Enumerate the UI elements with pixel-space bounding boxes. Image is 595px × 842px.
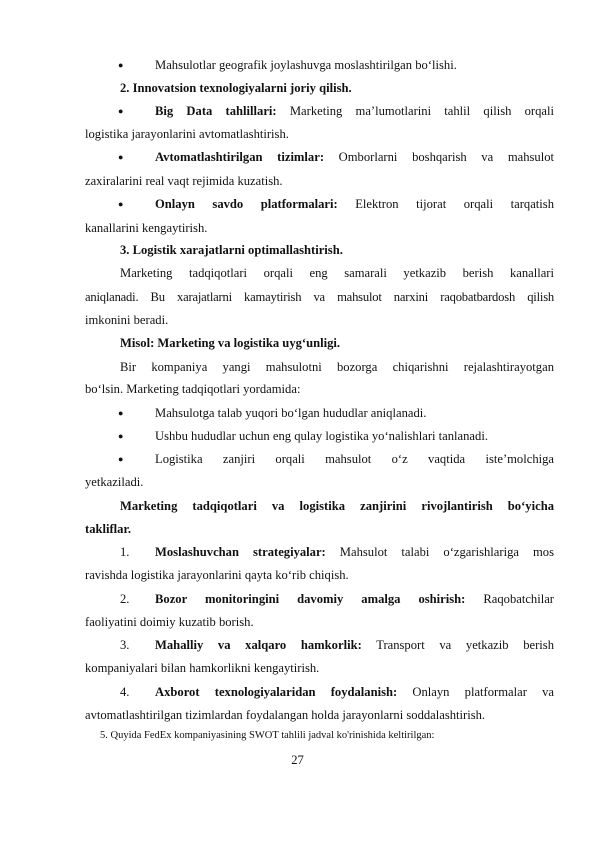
bullet-item: Big Data tahlillari: Marketing ma’lumotlarini tahlil qilish orqali	[155, 104, 554, 118]
bullet-item: Mahsulotlar geografik joylashuvga moslashtirilgan bo‘lishi.	[155, 58, 457, 72]
bullet-item: Ushbu hududlar uchun eng qulay logistika yo‘nalishlari tanlanadi.	[155, 429, 488, 443]
numbered-continuation: faoliyatini doimiy kuzatib borish.	[85, 615, 254, 629]
bullet-icon: ●	[118, 106, 124, 116]
list-number: 1.	[120, 545, 130, 559]
bullet-item: Mahsulotga talab yuqori bo‘lgan hududlar aniqlanadi.	[155, 406, 427, 420]
bullet-item: Avtomatlashtirilgan tizimlar: Omborlarni boshqarish va mahsulot	[155, 150, 554, 164]
list-number: 3.	[120, 638, 130, 652]
bullet-continuation: zaxiralarini real vaqt rejimida kuzatish.	[85, 174, 283, 188]
example-heading: Misol: Marketing va logistika uyg‘unligi.	[120, 336, 341, 350]
paragraph-line: imkonini beradi.	[85, 313, 169, 327]
bullet-icon: ●	[118, 408, 124, 418]
section-heading: 2. Innovatsion texnologiyalarni joriy qilish.	[120, 81, 352, 95]
paragraph-line: Marketing tadqiqotlari orqali eng samarali yetkazib berish kanallari	[120, 266, 554, 280]
numbered-continuation: kompaniyalari bilan hamkorlikni kengaytirish.	[85, 661, 320, 675]
section-heading: takliflar.	[85, 522, 132, 536]
bullet-icon: ●	[118, 152, 124, 162]
bullet-continuation: kanallarini kengaytirish.	[85, 221, 208, 235]
numbered-continuation: avtomatlashtirilgan tizimlardan foydalangan holda jarayonlarni soddalashtirish.	[85, 708, 486, 722]
section-heading: Marketing tadqiqotlari va logistika zanjirini rivojlantirish bo‘yicha	[120, 499, 554, 513]
paragraph-line: bo‘lsin. Marketing tadqiqotlari yordamida:	[85, 382, 301, 396]
paragraph-line: aniqlanadi. Bu xarajatlarni kamaytirish va mahsulot narxini raqobatbardosh qilish	[85, 290, 554, 304]
bullet-icon: ●	[118, 454, 124, 464]
bullet-icon: ●	[118, 60, 124, 70]
bullet-item: Logistika zanjiri orqali mahsulot o‘z vaqtida iste’molchiga	[155, 452, 554, 466]
list-number: 4.	[120, 685, 130, 699]
numbered-item: Axborot texnologiyalaridan foydalanish: Onlayn platformalar va	[155, 685, 554, 699]
section-heading: 3. Logistik xarajatlarni optimallashtirish.	[120, 243, 343, 257]
footnote: 5. Quyida FedEx kompaniyasining SWOT tahlili jadval ko'rinishida keltirilgan:	[100, 730, 435, 741]
bullet-icon: ●	[118, 199, 124, 209]
bullet-continuation: logistika jarayonlarini avtomatlashtirish.	[85, 127, 289, 141]
numbered-continuation: ravishda logistika jarayonlarini qayta ko‘rib chiqish.	[85, 568, 349, 582]
paragraph-line: Bir kompaniya yangi mahsulotni bozorga chiqarishni rejalashtirayotgan	[120, 360, 554, 374]
numbered-item: Bozor monitoringini davomiy amalga oshirish: Raqobatchilar	[155, 592, 554, 606]
bullet-item: Onlayn savdo platformalari: Elektron tijorat orqali tarqatish	[155, 197, 554, 211]
numbered-item: Moslashuvchan strategiyalar: Mahsulot talabi o‘zgarishlariga mos	[155, 545, 554, 559]
numbered-item: Mahalliy va xalqaro hamkorlik: Transport va yetkazib berish	[155, 638, 554, 652]
bullet-continuation: yetkaziladi.	[85, 475, 144, 489]
page-number: 27	[291, 753, 304, 767]
bullet-icon: ●	[118, 431, 124, 441]
list-number: 2.	[120, 592, 130, 606]
